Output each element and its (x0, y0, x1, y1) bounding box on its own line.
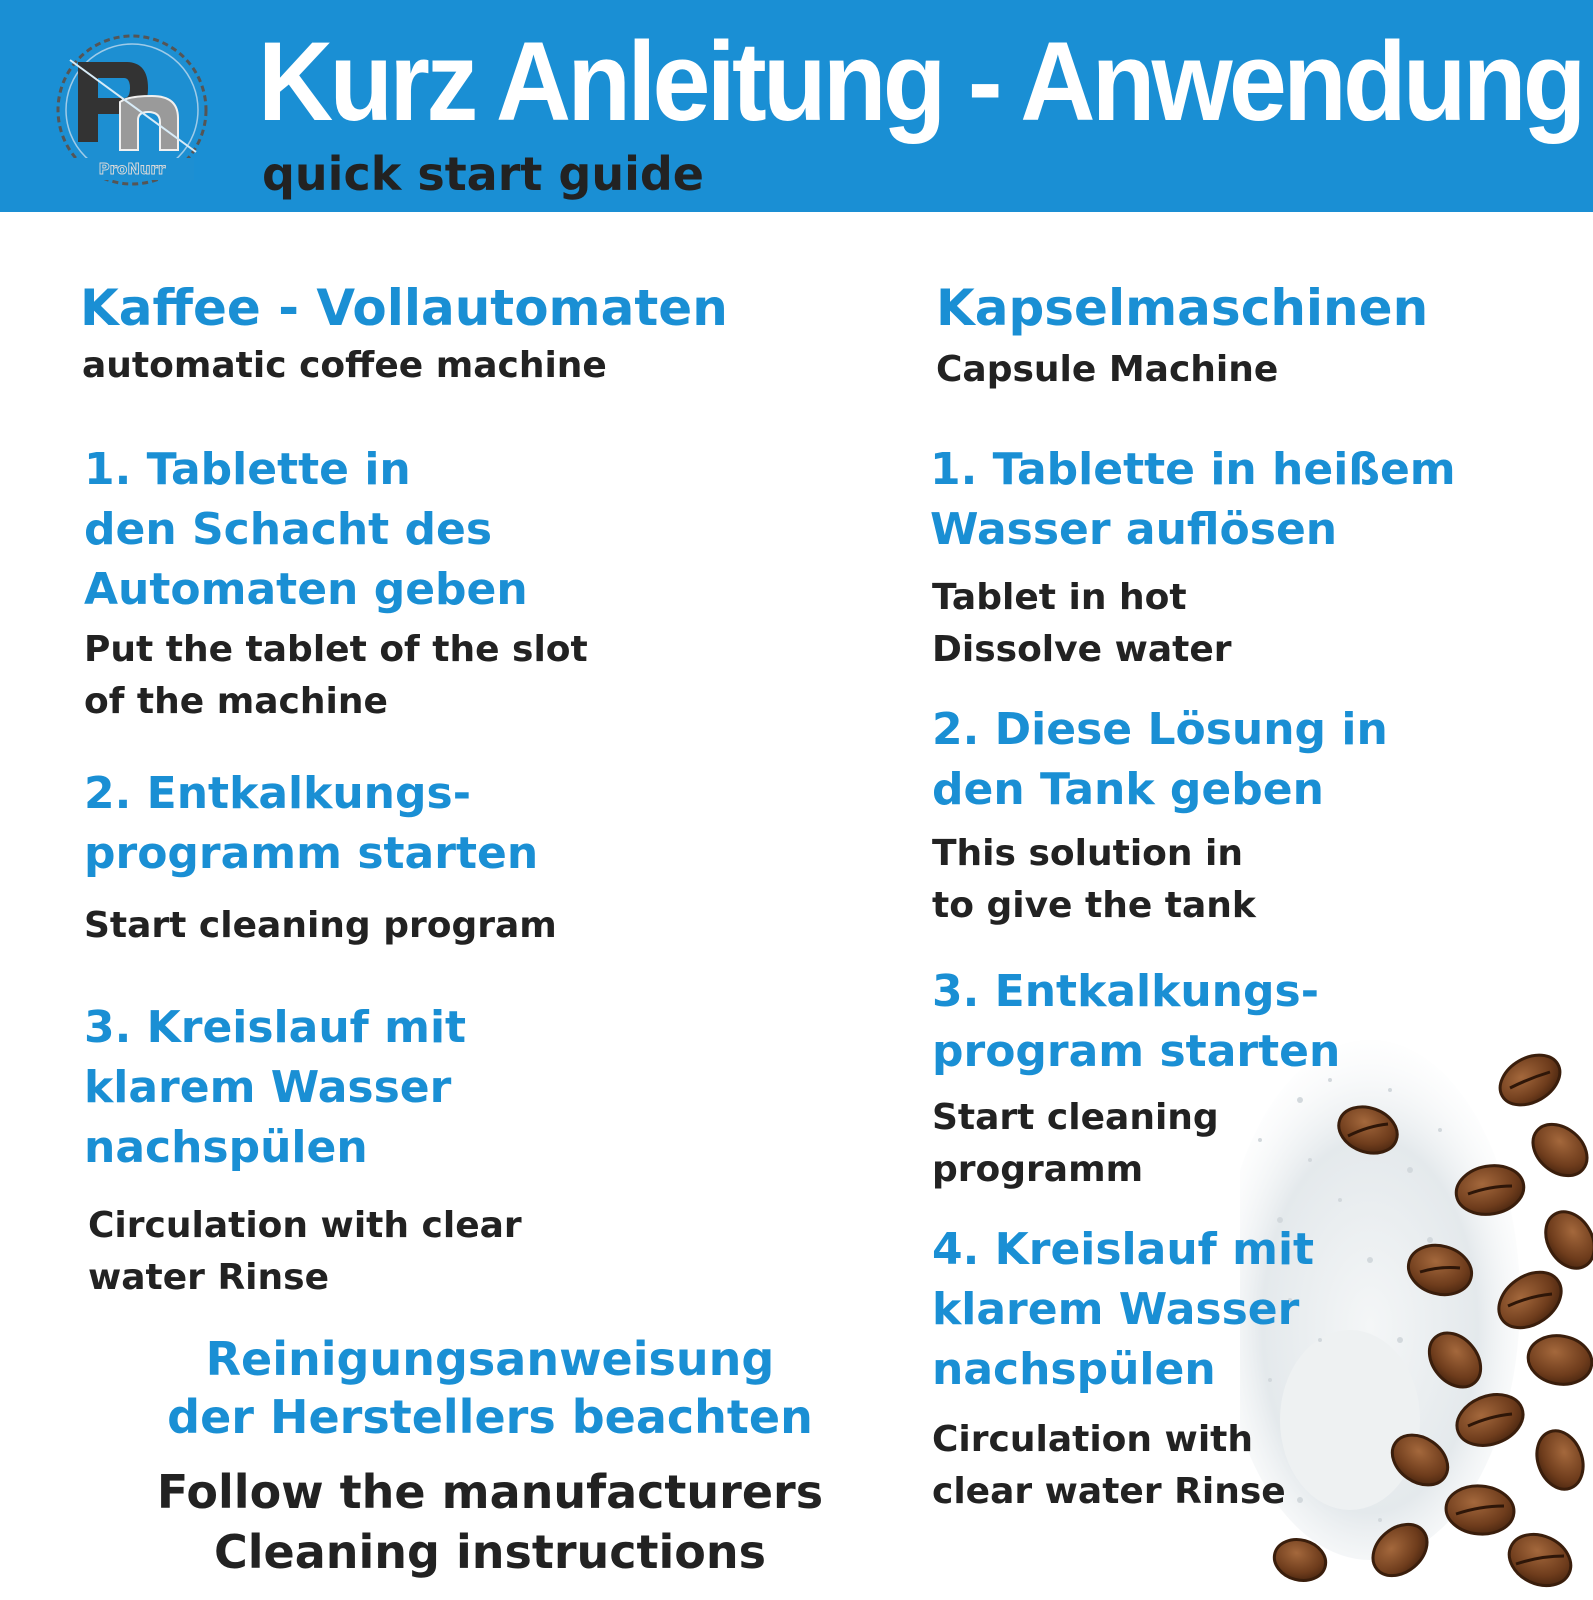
page-subtitle: quick start guide (262, 147, 704, 201)
right-step-3-de: 3. Entkalkungs- program starten (932, 966, 1341, 1077)
right-step-3-en: Start cleaning programm (932, 1097, 1219, 1190)
right-step-1-de: 1. Tablette in heißem Wasser auflösen (930, 444, 1456, 555)
left-subheading: automatic coffee machine (82, 345, 607, 386)
left-step-3-en: Circulation with clear water Rinse (88, 1205, 522, 1298)
page-title: Kurz Anleitung - Anwendung (258, 19, 1583, 144)
left-step-1-en: Put the tablet of the slot of the machine (84, 629, 588, 722)
right-step-1-en: Tablet in hot Dissolve water (932, 577, 1232, 670)
left-step-1-de: 1. Tablette in den Schacht des Automaten geben (84, 444, 528, 615)
left-step-3-de: 3. Kreislauf mit klarem Wasser nachspülen (84, 1002, 467, 1173)
left-step-2-en: Start cleaning program (84, 905, 557, 946)
manufacturer-note-de: Reinigungsanweisung der Herstellers beachten (167, 1332, 813, 1444)
right-step-4-de: 4. Kreislauf mit klarem Wasser nachspülen (932, 1224, 1315, 1395)
right-subheading: Capsule Machine (936, 349, 1279, 390)
right-step-2-en: This solution in to give the tank (932, 833, 1256, 926)
header-banner (0, 0, 1593, 212)
right-step-2-de: 2. Diese Lösung in den Tank geben (932, 704, 1388, 815)
right-step-4-en: Circulation with clear water Rinse (932, 1419, 1286, 1512)
logo-text: ProNurr (98, 160, 166, 178)
left-step-2-de: 2. Entkalkungs- programm starten (84, 768, 539, 879)
right-heading: Kapselmaschinen (936, 279, 1429, 337)
manufacturer-note-en: Follow the manufacturers Cleaning instructions (156, 1465, 824, 1579)
brand-logo (48, 32, 216, 192)
left-heading: Kaffee - Vollautomaten (80, 279, 728, 337)
